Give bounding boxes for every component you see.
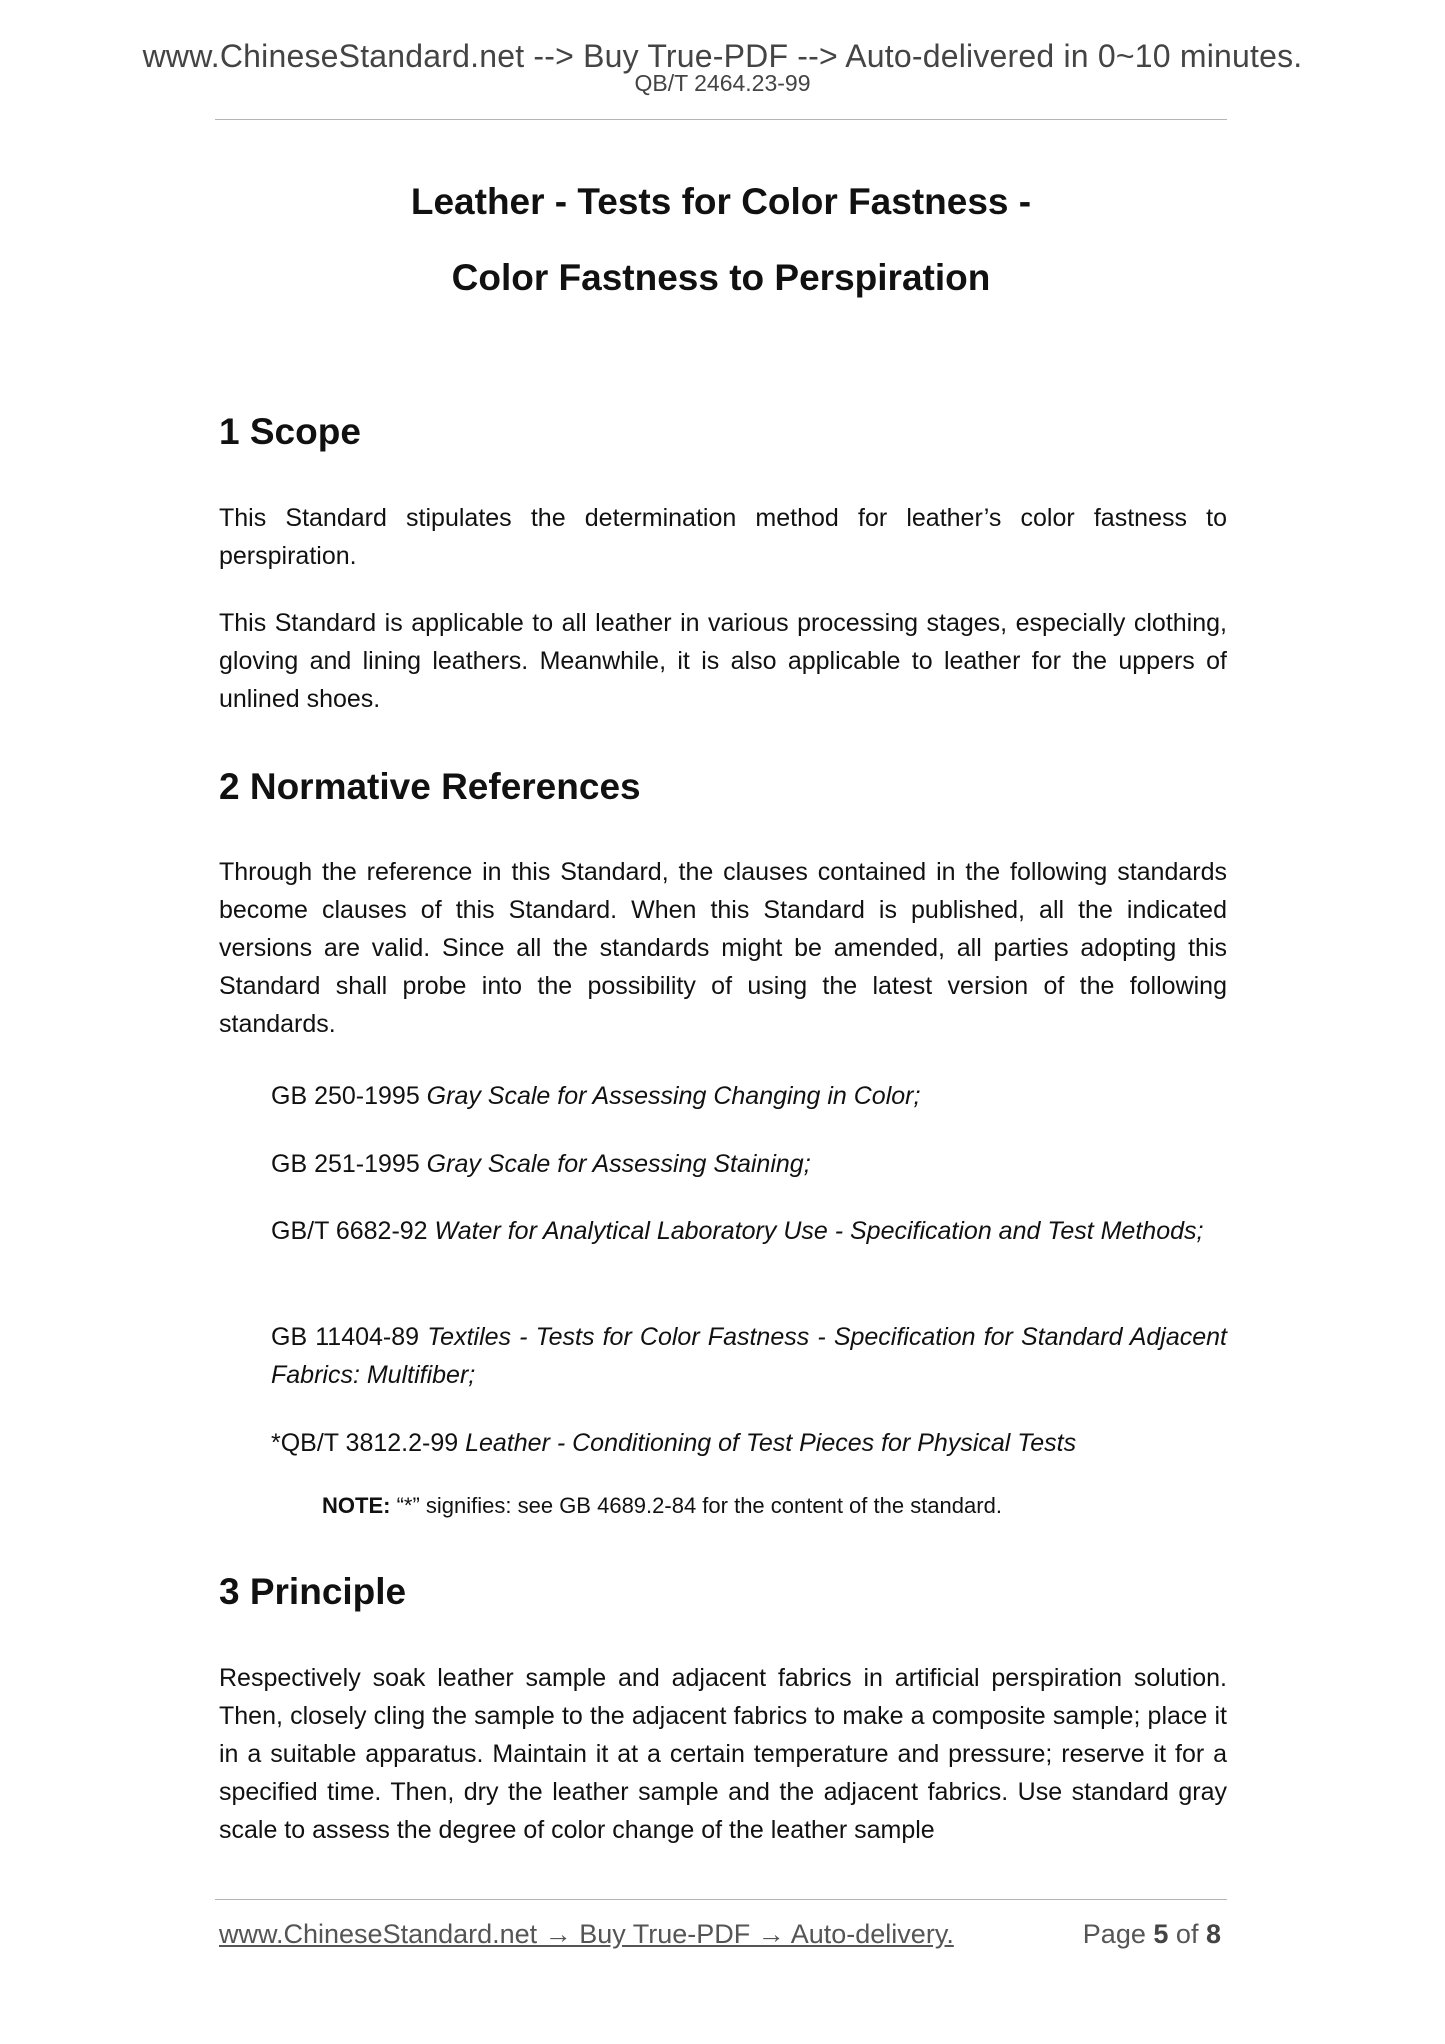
reference-code: *QB/T 3812.2-99 (271, 1429, 459, 1457)
section-heading-normative-references: 2 Normative References (219, 766, 641, 807)
page-of: of (1175, 1919, 1199, 1949)
page-current: 5 (1153, 1919, 1169, 1949)
header-divider (215, 119, 1227, 120)
reference-item (271, 1424, 1227, 1462)
reference-item (271, 1212, 1227, 1250)
footer-divider (215, 1899, 1227, 1900)
principle-paragraph: Respectively soak leather sample and adjacent fabrics in artificial perspiration solution. Then, closely cling the sample to the adjacent fabrics to make a composite sample; place it in a suitable apparatus. Maintain it at a certain temperature and pressure; reserve it for a specified time. Then, dry the leather sample and the adjacent fabrics. Use standard gray scale to assess the degree of color change of the leather sample (219, 1664, 1227, 1844)
normative-paragraph: Through the reference in this Standard, the clauses contained in the following standards become clauses of this Standard. When this Standard is published, all the indicated versions are valid. Since all the standards might be amended, all parties adopting this Standard shall probe into the possibility of using the latest version of the following standards. (219, 858, 1227, 1038)
page-indicator (1083, 1919, 1221, 1950)
page-title-line1: Leather - Tests for Color Fastness - (410, 181, 1032, 222)
reference-code: GB 251-1995 (271, 1150, 420, 1178)
footer-store-link[interactable]: www.ChineseStandard.net → Buy True-PDF → Auto-delivery. (219, 1919, 954, 1949)
reference-title: Textiles - Tests for Color Fastness - Specification for Standard Adjacent Fabrics: Multifiber; (271, 1323, 1227, 1389)
reference-code: GB 250-1995 (271, 1082, 420, 1110)
scope-paragraph-2: This Standard is applicable to all leather in various processing stages, especially clothing, gloving and lining leathers. Meanwhile, it is also applicable to leather for the uppers of unlined shoes. (219, 609, 1227, 713)
reference-title: Gray Scale for Assessing Changing in Color; (426, 1082, 921, 1110)
reference-item (271, 1318, 1227, 1394)
reference-item (271, 1077, 1227, 1115)
note-text: “*” signifies: see GB 4689.2-84 for the content of the standard. (396, 1493, 1002, 1518)
section-heading-scope: 1 Scope (219, 411, 361, 452)
header-banner: www.ChineseStandard.net --> Buy True-PDF --> Auto-delivered in 0~10 minutes. (142, 38, 1303, 74)
reference-code: GB 11404-89 (271, 1323, 420, 1351)
reference-title: Water for Analytical Laboratory Use - Specification and Test Methods; (434, 1217, 1204, 1245)
reference-title: Leather - Conditioning of Test Pieces for Physical Tests (465, 1429, 1077, 1457)
section-heading-principle: 3 Principle (219, 1571, 407, 1612)
document-number: QB/T 2464.23-99 (634, 70, 811, 96)
note-label: NOTE: (322, 1493, 391, 1518)
reference-code: GB/T 6682-92 (271, 1217, 428, 1245)
reference-title: Gray Scale for Assessing Staining; (426, 1150, 811, 1178)
page-total: 8 (1205, 1919, 1221, 1949)
page-title-line2: Color Fastness to Perspiration (451, 257, 991, 298)
normative-note (322, 1493, 1002, 1519)
scope-paragraph-1: This Standard stipulates the determination method for leather’s color fastness to perspiration. (219, 504, 1227, 570)
reference-item (271, 1145, 1227, 1183)
page-label: Page (1082, 1919, 1146, 1949)
